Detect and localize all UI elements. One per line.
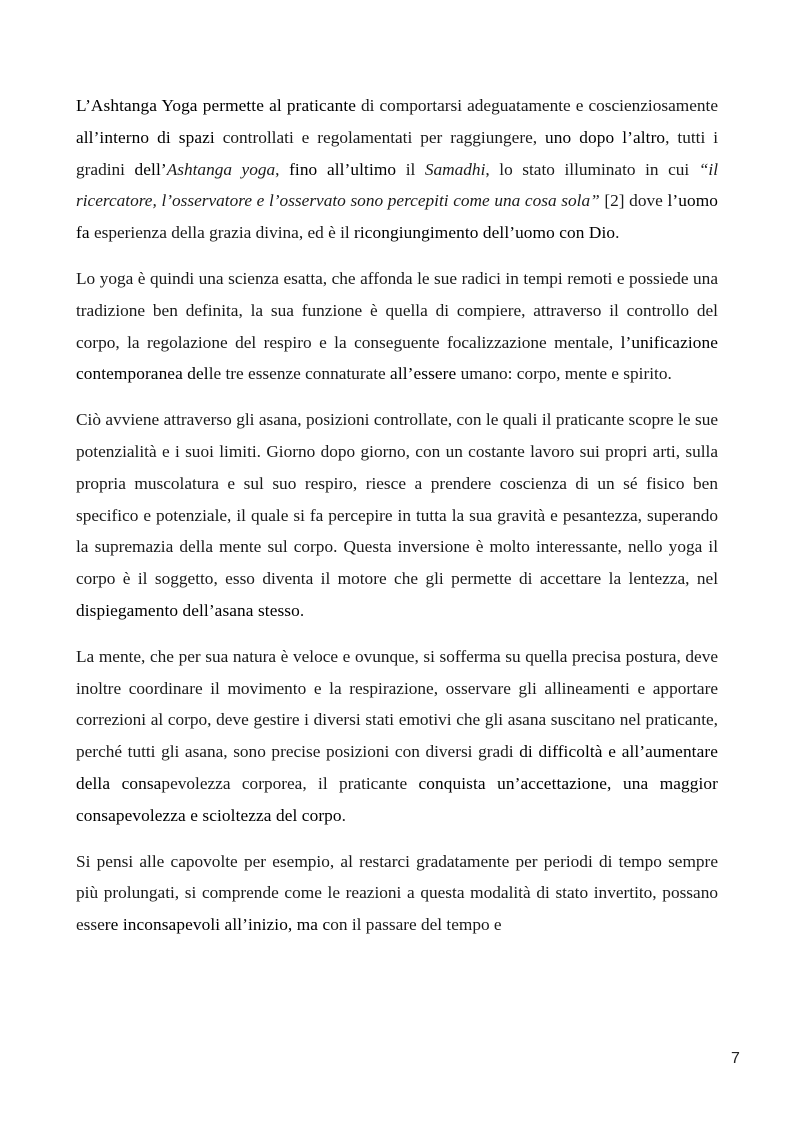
text-run: dispiegamento dell’asana stesso [76, 600, 300, 620]
text-run: . [299, 600, 305, 620]
text-run: , [275, 159, 290, 179]
quote: “il ricercatore, l’osservatore e l’osservato sono percepiti come una cosa sola” [76, 159, 719, 211]
text-run: La mente, che per sua natura è veloce e ovunque, si sofferma su quella precisa postura, deve inoltre coordinare il movimento e la respirazione, osservare gli allineamenti e apportare correzioni al corpo, deve gestire i diversi stati emotivi che gli asana suscitano nel praticante, perché tutti gli asana, sono precise posizioni con diversi gradi [76, 646, 718, 762]
text-run: re inconsapevoli all’inizio, ma c [104, 915, 331, 935]
text-run: L’Ashtanga Yoga permette al praticante [76, 96, 357, 115]
text-run: controllati e regolamentati per raggiungere, [214, 127, 545, 147]
paragraph-3 [76, 404, 718, 627]
text-run: di comportarsi adeguatamente e coscienziosamente [356, 96, 718, 115]
text-run-italic: Samadhi [424, 159, 486, 179]
text-run: all’interno di spazi [76, 127, 215, 147]
text-run: ricongiungimento dell’uomo con Dio [354, 223, 616, 243]
text-run: fino all’ultimo [289, 159, 397, 179]
text-run: Lo yoga è quindi una scienza esatta, che affonda le sue radici in tempi remoti e possiede una tradizione ben definita, la sua funzione è quella di compiere, attraverso il controllo del corpo, la regolazione del respiro e la conseguente focalizzazione mentale, [76, 268, 718, 352]
text-run-italic: Ashtanga yoga [166, 159, 276, 179]
paragraph-4 [76, 641, 718, 832]
paragraph-2 [76, 263, 718, 390]
paragraph-1 [76, 90, 718, 249]
text-run: il [396, 159, 425, 179]
text-run: Si pensi alle capovolte per esempio, al restarci gradatamente per periodi di tempo sempre più prolungati, si comprende come le reazioni a questa modalità di stato invertito, possano esse [76, 851, 718, 935]
text-run: le tre essenze connaturate [208, 364, 391, 384]
page-number: 7 [731, 1050, 740, 1067]
text-run: uno dopo l’altro [545, 127, 666, 147]
text-run: l’unificazione contemporanea del [76, 332, 718, 384]
text-run: pevolezza corporea, il praticante [161, 773, 419, 793]
text-run: . [341, 805, 346, 825]
text-run: Ciò avviene attraverso gli asana, posizioni controllate, con le quali il praticante scopre le sue potenzialità e i suoi limiti. Giorno dopo giorno, con un costante lavoro sui propri arti, sulla propria muscolatura e sul suo respiro, riesce a prendere coscienza di un sé fisico ben specifico e potenziale, il quale si fa percepire in tutta la sua gravità e pesantezza, superando la supremazia della mente sul corpo. Questa inversione è molto interessante, nello yoga il corpo è il soggetto, esso diventa il motore che gli permette di accettare la lentezza, nel [76, 410, 718, 589]
text-run: esperienza della grazia divina, ed è il [89, 223, 355, 243]
text-run: all’essere [390, 364, 457, 384]
text-run: [2] dove [599, 191, 668, 211]
body-text [76, 90, 718, 955]
text-run: conquista un’accettazione, una maggior consapevolezza e scioltezza del corpo [76, 773, 718, 825]
text-run: , tutti i gradini [76, 127, 719, 179]
paragraph-5 [76, 846, 718, 941]
text-run: umano: corpo, mente e spirito. [456, 364, 672, 384]
text-run: l’uomo fa [76, 191, 718, 243]
text-run: dell’ [134, 159, 167, 179]
text-run: , lo stato illuminato in cui [485, 159, 699, 179]
text-run: on il passare del tempo e [330, 915, 502, 935]
text-run: di difficoltà e all’aumentare della consa [76, 742, 718, 793]
text-run: . [615, 223, 620, 243]
